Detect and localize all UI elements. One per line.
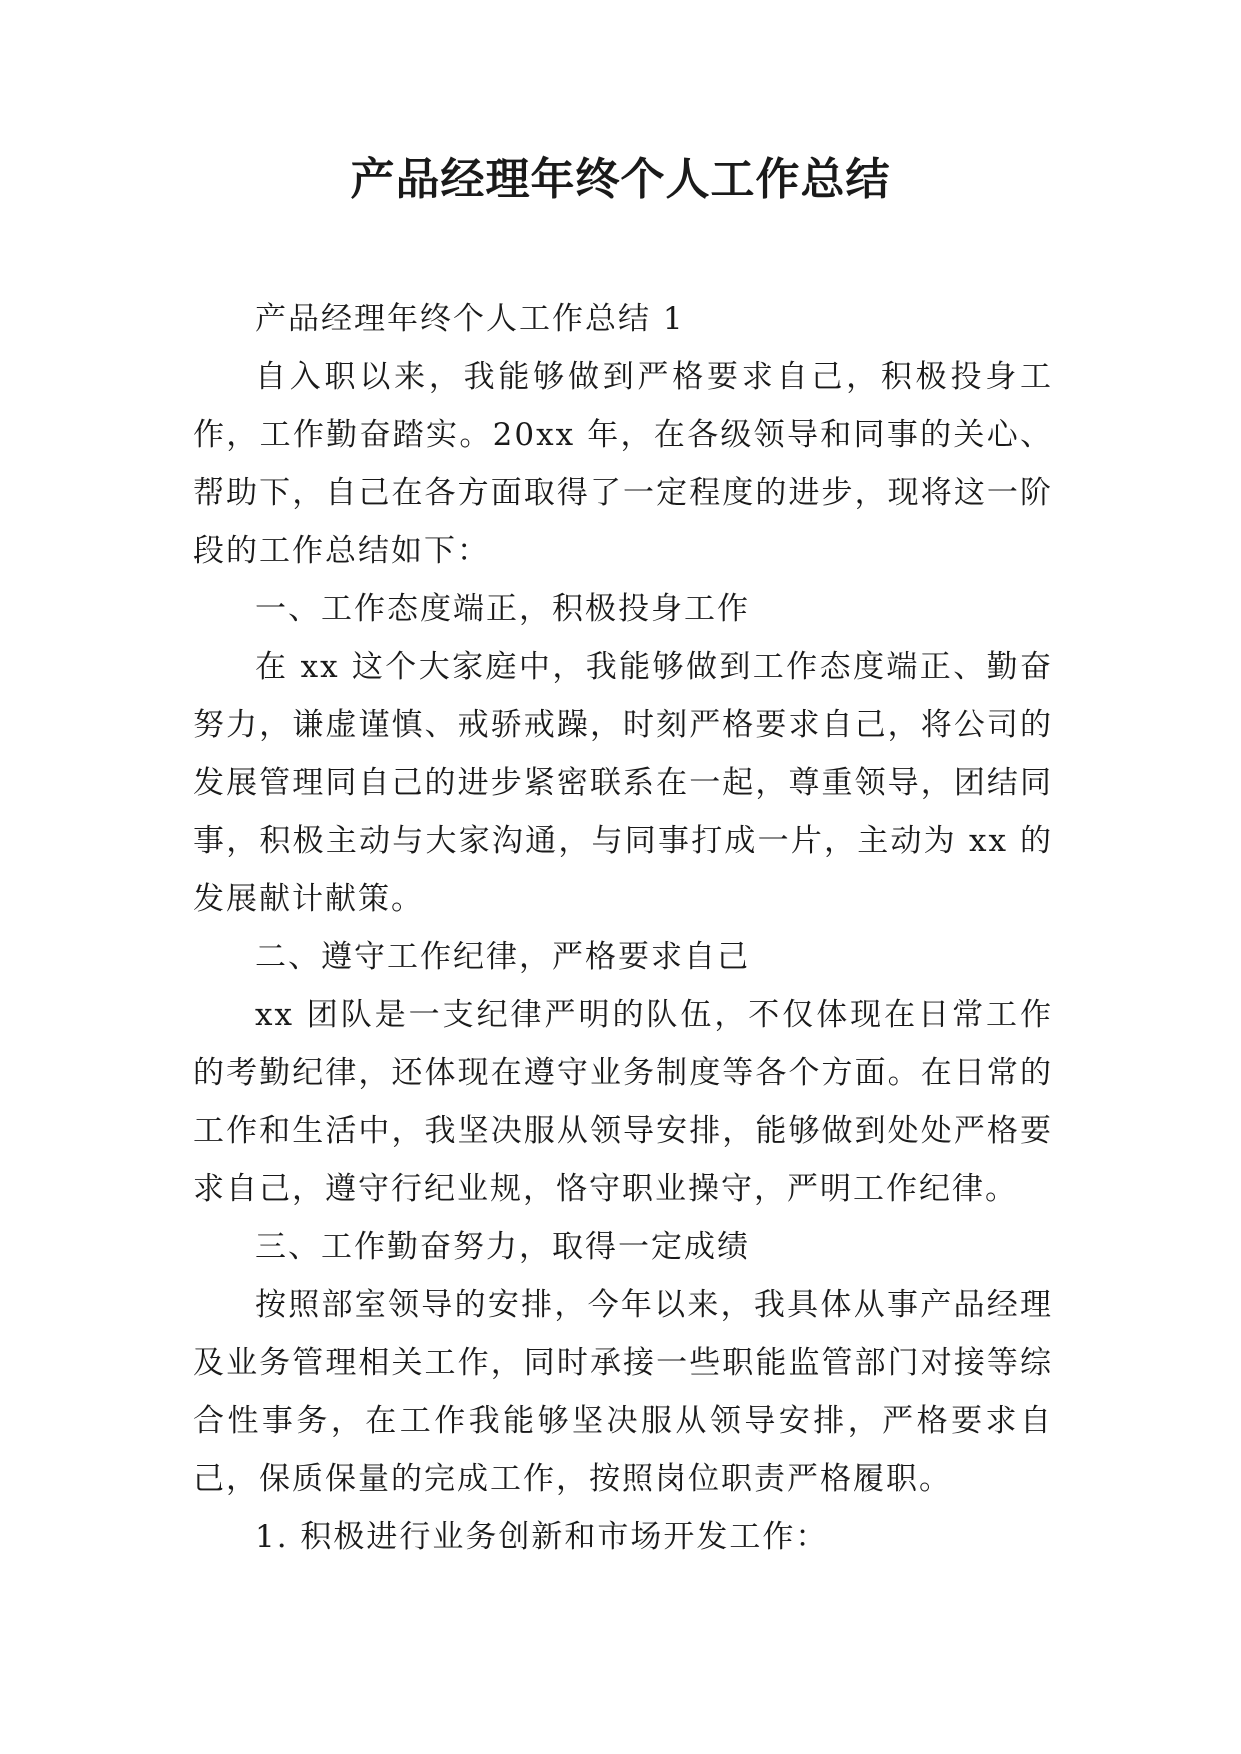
document-title: 产品经理年终个人工作总结 xyxy=(350,154,891,205)
list-item-1: 1. 积极进行业务创新和市场开发工作： xyxy=(255,1519,829,1555)
paragraph-discipline: xx 团队是一支纪律严明的队伍，不仅体现在日常工作的考勤纪律，还体现在遵守业务制度等各个方面。在日常的工作和生活中，我坚决服从领导安排，能够做到处处严格要求自己，遵守行纪业规，恪守职业操守，严明工作纪律。 xyxy=(193,997,1053,1207)
heading-achievements: 三、工作勤奋努力，取得一定成绩 xyxy=(255,1229,750,1265)
heading-discipline: 二、遵守工作纪律，严格要求自己 xyxy=(255,939,750,975)
section-heading-1: 产品经理年终个人工作总结 1 xyxy=(255,301,685,337)
paragraph-achievements: 按照部室领导的安排，今年以来，我具体从事产品经理及业务管理相关工作，同时承接一些职能监管部门对接等综合性事务，在工作我能够坚决服从领导安排，严格要求自己，保质保量的完成工作，按照岗位职责严格履职。 xyxy=(193,1287,1053,1497)
heading-attitude: 一、工作态度端正，积极投身工作 xyxy=(255,591,750,627)
paragraph-attitude: 在 xx 这个大家庭中，我能够做到工作态度端正、勤奋努力，谦虚谨慎、戒骄戒躁，时刻严格要求自己，将公司的发展管理同自己的进步紧密联系在一起，尊重领导，团结同事，积极主动与大家沟通，与同事打成一片，主动为 xx 的发展献计献策。 xyxy=(193,649,1053,917)
document-body xyxy=(193,290,1053,1566)
intro-paragraph: 自入职以来，我能够做到严格要求自己，积极投身工作，工作勤奋踏实。20xx 年，在各级领导和同事的关心、帮助下，自己在各方面取得了一定程度的进步，现将这一阶段的工作总结如下： xyxy=(193,359,1053,569)
